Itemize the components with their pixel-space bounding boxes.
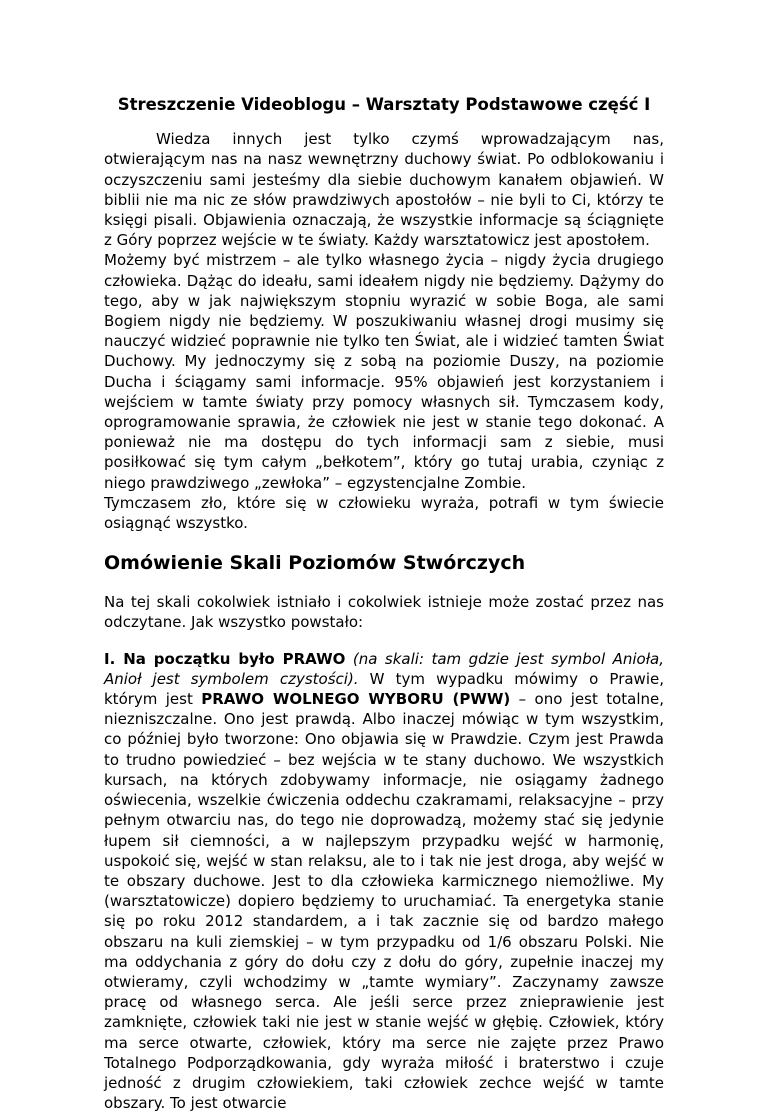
point-1-lead: I. Na początku było PRAWO <box>104 649 346 668</box>
section-heading: Omówienie Skali Poziomów Stwórczych <box>104 552 526 575</box>
point-1-text-b: – ono jest totalne, niezniszczalne. Ono jest prawdą. Albo inaczej mówiąc w tym wszystkim, co później było tworzone: Ono objawia się w Prawdzie. Czym jest Prawda to trudno powiedzieć – bez wejścia w te stany duchowo. We wszystkich kursach, na których zdobywamy informacje, nie osiągamy żadnego oświecenia, wszelkie ćwiczenia oddechu czakramami, relaksacyjne – przy pełnym otwarciu nas, do tego nie doprowadzą, możemy stać się jedynie łupem sił ciemności, a w najlepszym przypadku wejść w harmonię, uspokoić się, wejść w stan relaksu, ale to i tak nie jest droga, aby wejść w te obszary duchowe. Jest to dla człowieka karmicznego niemożliwe. My (warsztatowicze) dopiero będziemy to uruchamiać. Ta energetyka stanie się po roku 2012 standardem, a i tak zacznie się od bardzo małego obszaru na kuli ziemskiej – w tym przypadku od 1/6 obszaru Polski. Nie ma oddychania z góry do dołu czy z dołu do góry, zupełnie inaczej my otwieramy, czyli wchodzimy w „tamte wymiary”. Zaczynamy zawsze pracę od własnego serca. Ale jeśli serce przez znieprawienie jest zamknięte, człowiek taki nie jest w stanie wejść w głębię. Człowiek, który ma serce otwarte, człowiek, który ma serce nie zajęte przez Prawo Totalnego Podporządkowania, gdy wyraża miłość i braterstwo i czuje jedność z drugim człowiekiem, taki człowiek zechce wejść w tamte obszary. To jest otwarcie <box>104 690 665 1113</box>
page-title: Streszczenie Videoblogu – Warsztaty Podstawowe część I <box>117 95 651 114</box>
intro-paragraph-3: Tymczasem zło, które się w człowieku wyraża, potrafi w tym świecie osiągnąć wszystko. <box>104 493 664 533</box>
intro-paragraph-2: Możemy być mistrzem – ale tylko własnego życia – nigdy życia drugiego człowieka. Dążąc do ideału, sami ideałem nigdy nie będziemy. Dążymy do tego, aby w jak największym stopniu wyrazić w sobie Boga, ale sami Bogiem nigdy nie będziemy. W poszukiwaniu własnej drogi musimy się nauczyć widzieć poprawnie nie tylko ten Świat, ale i widzieć tamten Świat Duchowy. My jednoczymy się z sobą na poziomie Duszy, na poziomie Ducha i ściągamy sami informacje. 95% objawień jest korzystaniem i wejściem w tamte światy przy pomocy własnych sił. Tymczasem kody, oprogramowanie sprawia, że człowiek nie jest w stanie tego dokonać. A ponieważ nie ma dostępu do tych informacji sam z siebie, musi posiłkować się tym całym „bełkotem”, który go tutaj urabia, czyniąc z niego prawdziwego „zewłoka” – egzystencjalne Zombie. <box>104 251 664 492</box>
point-1-paragraph <box>104 649 664 1113</box>
section-intro-paragraph: Na tej skali cokolwiek istniało i cokolwiek istnieje może zostać przez nas odczytane. Jak wszystko powstało: <box>104 593 664 632</box>
point-1-term: PRAWO WOLNEGO WYBORU (PWW) <box>201 690 511 709</box>
intro-paragraph-1: Wiedza innych jest tylko czymś wprowadzającym nas, otwierającym nas na nasz wewnętrzny duchowy świat. Po odblokowaniu i oczyszczeniu sami jesteśmy dla siebie duchowym kanałem objawień. W biblii nie ma nic ze słów prawdziwych apostołów – nie byli to Ci, którzy te księgi pisali. Objawienia oznaczają, że wszystkie informacje są ściągnięte z Góry poprzez wejście w te światy. Każdy warsztatowicz jest apostołem. <box>104 130 664 250</box>
point-1-note: (na skali: tam gdzie jest symbol Anioła, Anioł jest symbolem czystości). <box>104 649 664 688</box>
point-1-text-a: W tym wypadku mówimy o Prawie, którym jest <box>104 669 664 709</box>
